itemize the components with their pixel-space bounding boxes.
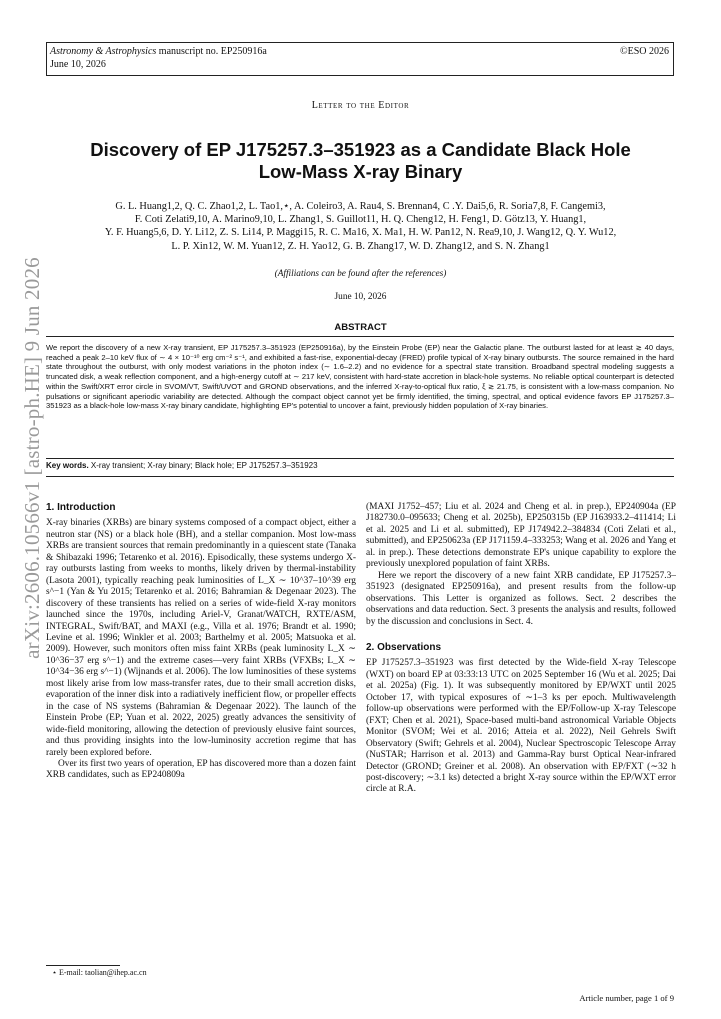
right-column bbox=[366, 502, 676, 796]
author-list bbox=[40, 200, 681, 253]
author-line: G. L. Huang1,2, Q. C. Zhao1,2, L. Tao1,⋆, A. Coleiro3, A. Rau4, S. Brennan4, C .Y. Dai5,6, R. Soria7,8, F. Cangemi3, bbox=[115, 201, 606, 212]
intro-paragraph-1: X-ray binaries (XRBs) are binary systems composed of a compact object, either a neutron star (NS) or a black hole (BH), and a stellar companion. Most low-mass XRBs are transient sources that remain predominantly in a quiescent state (Tanaka & Shibazaki 1996; Tetarenko et al. 2016). Episodically, these systems undergo X-ray outbursts lasting from weeks to months, likely driven by thermal-instability (Lasota 2001), typically reaching peak luminosities of L_X ∼ 10^37–10^39 erg s^−1 (Yan & Yu 2015; Tetarenko et al. 2016; Bahramian & Degenaar 2023). The discovery of these transients has relied on a series of wide-field X-ray monitors launched since the 1970s, including Ariel-V, Granat/WATCH, RXTE/ASM, INTEGRAL, Swift/BAT, and MAXI (e.g., Villa et al. 1976; Brandt et al. 1990; Levine et al. 1996; Winkler et al. 2003; Barthelmy et al. 2005; Matsuoka et al. 2009). However, such monitors often miss faint XRBs (peak luminosity L_X ∼ 10^36−37 erg s^−1) and the extreme cases—very faint XRBs (VFXBs; L_X ∼ 10^34−36 erg s^−1) (Wijnands et al. 2006). The low luminosities of these systems most likely arise from low mass-transfer rates, due to their small accretion disks, evaporation of the inner disk into a radiatively inefficient flow, or propeller effects in the case of NS systems (Bahramian & Degenaar 2022). The launch of the Einstein Probe (EP; Yuan et al. 2022, 2025) greatly advances the sensitivity of wide-field monitoring, allowing the detection of previously elusive faint sources, and thus providing insights into the low-luminosity accretion regime that has rarely been explored before. bbox=[46, 518, 356, 758]
observations-paragraph-1: EP J175257.3–351923 was first detected by the Wide-field X-ray Telescope (WXT) on board EP at 03:33:13 UTC on 2025 September 16 (Wu et al. 2025; Dai et al. 2025a) (Fig. 1). It was subsequently monitored by EP/WXT until 2025 October 17, with typical exposures of ∼1–3 ks per epoch. Multiwavelength follow-up observations were performed with the EP/Follow-up X-ray Telescope (FXT; Chen et al. 2021), Space-based multi-band astronomical Variable Objects Monitor (SVOM; Wei et al. 2016; Atteia et al. 2022), Neil Gehrels Swift Observatory (Swift; Gehrels et al. 2004), Nuclear Spectroscopic Telescope Array (NuSTAR; Harrison et al. 2013) and Gamma-Ray burst Optical Near-infrared Detector (GROND; Greiner et al. 2008). An observation with EP/FXT (∼32 h post-discovery; ∼3.1 ks) detected a bright X-ray source within the EP/WXT error circle at R.A. bbox=[366, 658, 676, 795]
author-line: L. P. Xin12, W. M. Yuan12, Z. H. Yao12, G. B. Zhang17, W. D. Zhang12, and S. N. Zhang1 bbox=[171, 240, 550, 252]
left-column bbox=[46, 502, 356, 782]
manuscript-number: manuscript no. EP250916a bbox=[156, 46, 267, 57]
copyright-notice: ©ESO 2026 bbox=[620, 46, 669, 57]
author-line: F. Coti Zelati9,10, A. Marino9,10, L. Zhang1, S. Guillot11, H. Q. Cheng12, H. Feng1, D. Götz13, Y. Huang1, bbox=[134, 214, 587, 226]
title-line-1: Discovery of EP J175257.3–351923 as a Candidate Black Hole bbox=[90, 139, 631, 160]
affiliations-note: (Affiliations can be found after the references) bbox=[274, 269, 447, 279]
author-line: Y. F. Huang5,6, D. Y. Li12, Z. S. Li14, P. Maggi15, R. C. Ma16, X. Ma1, H. W. Pan12, N. Rea9,10, J. Wang12, Q. Y. Wu12, bbox=[104, 227, 617, 239]
header-date: June 10, 2026 bbox=[50, 59, 106, 70]
footnote-rule bbox=[46, 965, 120, 966]
introduction-heading: 1. Introduction bbox=[46, 502, 116, 513]
journal-name: Astronomy & Astrophysics bbox=[50, 46, 157, 57]
article-type-label: Letter to the Editor bbox=[311, 100, 410, 111]
abstract-bottom-rule bbox=[46, 458, 674, 459]
journal-header-box bbox=[46, 42, 674, 76]
journal-line bbox=[50, 45, 670, 58]
intro-paragraph-3: Here we report the discovery of a new faint XRB candidate, EP J175257.3–351923 (designated EP250916a), and present results from the follow-up observations. This Letter is organized as follows. Sect. 2 describes the observations and data reduction. Sect. 3 presents the analysis and results, followed by the discussion and conclusions in Sect. 4. bbox=[366, 570, 676, 627]
keywords-rule bbox=[46, 476, 674, 477]
title-line-2: Low-Mass X-ray Binary bbox=[258, 161, 463, 182]
keywords-label: Key words. bbox=[46, 461, 89, 470]
intro-paragraph-2: Over its first two years of operation, EP has discovered more than a dozen faint XRB candidates, such as EP240809a bbox=[46, 758, 356, 781]
paper-title bbox=[60, 139, 661, 183]
arxiv-identifier-stamp: arXiv:2606.10566v1 [astro-ph.HE] 9 Jun 2026 bbox=[20, 257, 44, 659]
page-number-footer: Article number, page 1 of 9 bbox=[579, 993, 674, 1003]
keywords-text: X-ray transient; X-ray binary; Black hole; EP J175257.3–351923 bbox=[90, 461, 318, 470]
paper-date: June 10, 2026 bbox=[334, 292, 387, 302]
abstract-body: We report the discovery of a new X-ray transient, EP J175257.3–351923 (EP250916a), by the Einstein Probe (EP) near the Galactic plane. The outburst lasted for at least ≳ 40 days, reached a peak 2–10 keV flux of ∼ 4 × 10⁻¹⁰ erg cm⁻² s⁻¹, and exhibited a fast-rise, exponential-decay (FRED) profile typical of X-ray binary outbursts. The source remained in the hard state throughout the outburst, with only modest variations in the photon index (∼ 1.6–2.2) and no evidence for a spectral state transition. Broadband spectral modeling suggests a truncated disk, a weak reflection component, and a high-energy cutoff at ∼ 217 keV, consistent with hard-state accretion in black-hole systems. No reliable optical counterpart is detected within the Swift/XRT error circle in SVOM/VT, Swift/UVOT and GROND observations, and the inferred X-ray-to-optical flux ratio, ξ ≳ 21.75, is consistent with a low-mass companion. No pulsations or significant aperiodic variability are detected. Although the compact object cannot yet be firmly identified, the timing, spectral, and optical evidence favors EP J175257.3–351923 as a black-hole low-mass X-ray binary candidate, highlighting EP's potential to uncover a faint, previously hidden population of X-ray binaries. bbox=[46, 343, 674, 411]
intro-paragraph-2-continued: (MAXI J1752–457; Liu et al. 2024 and Cheng et al. in prep.), EP240904a (EP J182730.0–095633; Cheng et al. 2025b), EP250315b (EP J163933.2–411414; Li et al. 2025 and Li et al. submitted), EP J174942.2–384834 (Coti Zelati et al., submitted), and EP250623a (EP J171159.4–333253; Wang et al. 2026 and Yang et al. in prep.). These detections demonstrate EP's unique capability to explore the previously unexplored population of faint XRBs. bbox=[366, 502, 676, 570]
abstract-top-rule bbox=[46, 336, 674, 337]
observations-heading: 2. Observations bbox=[366, 641, 442, 653]
abstract-heading: ABSTRACT bbox=[334, 322, 387, 333]
keywords-line bbox=[46, 461, 674, 470]
corresponding-author-footnote: ⋆ E-mail: taolian@ihep.ac.cn bbox=[52, 968, 147, 977]
